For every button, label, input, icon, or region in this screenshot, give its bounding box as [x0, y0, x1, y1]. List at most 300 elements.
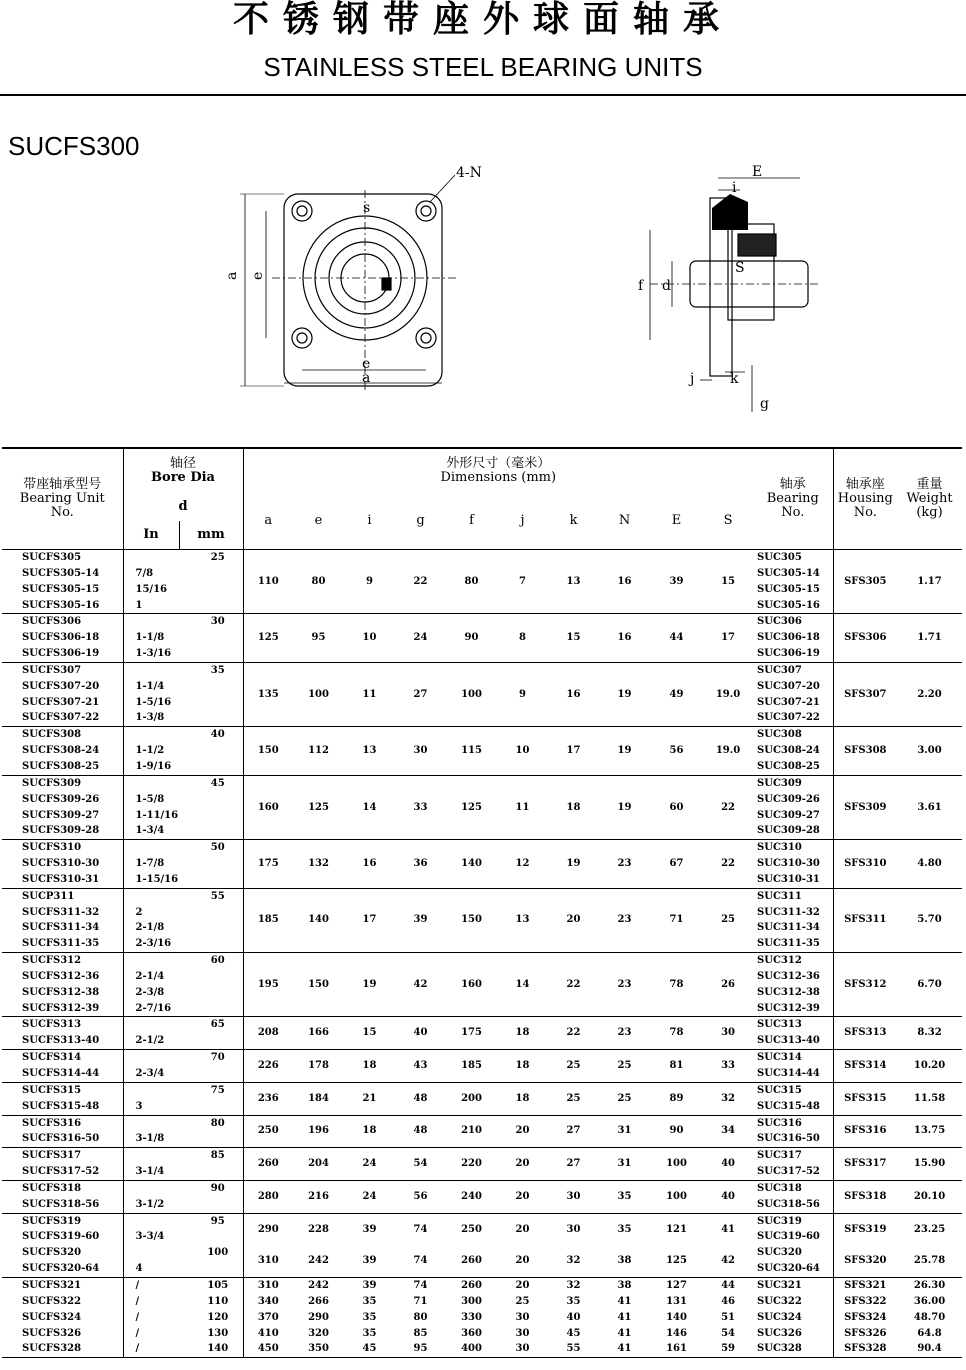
- bolt-hole-tl-inner: [297, 206, 307, 216]
- title-divider: [0, 94, 966, 96]
- cell-dim-i: 39: [362, 1279, 377, 1291]
- cell-dim-E: 140: [666, 1311, 687, 1323]
- cell-dim-k: 32: [566, 1279, 581, 1291]
- cell-bore-in: /: [123, 1277, 179, 1293]
- header-bore-dia: [123, 448, 243, 493]
- bolt-hole-tr-inner: [421, 206, 431, 216]
- cell-dim-f: 100: [461, 688, 482, 700]
- cell-dim-k: 17: [566, 745, 581, 757]
- cell-dim-S: 32: [721, 1092, 735, 1104]
- cell-unit-no: SUCFS309 SUCFS309-26 SUCFS309-27 SUCFS309-28: [22, 777, 100, 837]
- table-body: [2, 550, 962, 1358]
- cell-dim-g: 22: [413, 575, 428, 587]
- cell-dim-i: 10: [362, 632, 377, 644]
- cell-dim-k: 22: [566, 1027, 581, 1039]
- cell-dim-k: 30: [566, 1223, 581, 1235]
- cell-dim-f: 240: [461, 1190, 482, 1202]
- cell-dim-S: 41: [721, 1223, 735, 1235]
- cell-dim-N: 19: [617, 745, 632, 757]
- header-weight-en: Weight: [906, 491, 953, 506]
- cell-dim-e: 132: [308, 858, 329, 870]
- cell-bearing-no: SUC319 SUC319-60: [757, 1215, 820, 1243]
- cell-housing-no: SFS314: [833, 1050, 897, 1083]
- table-row: [2, 1017, 962, 1050]
- cell-dim-g: 36: [413, 858, 428, 870]
- table-row: [2, 1180, 962, 1213]
- header-bearing-unit: [2, 448, 123, 550]
- cell-unit-no: SUCFS320 SUCFS320-64: [22, 1247, 100, 1275]
- cell-dim-e: 216: [308, 1190, 329, 1202]
- cell-dim-g: 74: [413, 1255, 428, 1267]
- cell-dim-S: 30: [721, 1027, 735, 1039]
- cell-dim-a: 185: [243, 888, 293, 952]
- cell-bore-in: 4: [123, 1245, 179, 1277]
- cell-dim-i: 24: [362, 1190, 377, 1202]
- cell-dim-g: 71: [413, 1295, 428, 1307]
- cell-weight: 8.32: [917, 1027, 942, 1039]
- cell-housing-no: SFS309: [833, 775, 897, 839]
- cell-housing-no: SFS324: [833, 1310, 897, 1326]
- cell-dim-j: 30: [515, 1311, 530, 1323]
- table-row: [2, 1277, 962, 1293]
- cell-dim-k: 15: [566, 632, 581, 644]
- cell-dim-j: 20: [515, 1223, 530, 1235]
- cell-dim-e: 204: [308, 1158, 329, 1170]
- cell-bore-in: 2-1/4 2-3/8 2-7/16: [123, 953, 179, 1017]
- header-unit-en: Bearing Unit: [19, 491, 105, 506]
- cell-dim-a: 125: [243, 614, 293, 663]
- header-bearing-cn: 轴承: [779, 477, 806, 492]
- cell-dim-j: 10: [515, 745, 530, 757]
- cell-bore-mm: 25: [210, 552, 225, 563]
- header-col-f: f: [469, 513, 474, 528]
- cell-dim-j: 7: [519, 575, 526, 587]
- cell-dim-j: 20: [515, 1279, 530, 1291]
- cell-dim-j: 30: [515, 1327, 530, 1339]
- cell-dim-N: 41: [617, 1311, 632, 1323]
- cell-weight: 90.4: [917, 1343, 942, 1355]
- header-bearing-en: Bearing: [766, 491, 819, 506]
- cell-dim-g: 74: [413, 1279, 428, 1291]
- cell-unit-no: SUCFS307 SUCFS307-20 SUCFS307-21 SUCFS307-22: [22, 664, 100, 724]
- cell-dim-S: 46: [721, 1295, 735, 1307]
- cell-dim-k: 18: [566, 801, 581, 813]
- cell-dim-N: 16: [617, 575, 632, 587]
- table-row: [2, 1341, 962, 1357]
- cell-housing-no: SFS318: [833, 1180, 897, 1213]
- cell-dim-i: 13: [362, 745, 377, 757]
- cell-dim-j: 11: [515, 801, 530, 813]
- cell-dim-g: 48: [413, 1125, 428, 1137]
- cell-bore-mm: 60: [210, 955, 225, 967]
- cell-dim-j: 14: [515, 978, 530, 990]
- cell-weight: 15.90: [913, 1158, 946, 1170]
- cell-dim-j: 30: [515, 1343, 530, 1355]
- cell-dim-N: 23: [617, 1027, 632, 1039]
- table-row: [2, 840, 962, 889]
- note-leader: [430, 175, 455, 202]
- cell-dim-S: 22: [721, 801, 735, 813]
- cell-dim-f: 140: [461, 858, 482, 870]
- cell-dim-S: 17: [721, 632, 735, 644]
- cell-dim-g: 42: [413, 978, 428, 990]
- cell-bore-in: 3: [123, 1082, 179, 1115]
- cell-dim-f: 210: [461, 1125, 482, 1137]
- cell-weight: 10.20: [913, 1060, 946, 1072]
- cell-bore-in: 2-1/2: [123, 1017, 179, 1050]
- set-screw-collar: [712, 194, 748, 230]
- cell-bore-mm: 130: [207, 1327, 229, 1339]
- cell-dim-N: 25: [617, 1060, 632, 1072]
- cell-dim-k: 45: [566, 1327, 581, 1339]
- cell-dim-g: 80: [413, 1311, 428, 1323]
- cell-bearing-no: SUC324: [757, 1311, 802, 1323]
- cell-dim-i: 14: [362, 801, 377, 813]
- cell-dim-S: 26: [721, 978, 735, 990]
- cell-dim-E: 127: [666, 1279, 687, 1291]
- cell-bore-mm: 30: [210, 616, 225, 628]
- cell-dim-k: 22: [566, 978, 581, 990]
- cell-housing-no: SFS306: [833, 614, 897, 663]
- cell-housing-no: SFS328: [833, 1341, 897, 1357]
- cell-bore-in: 3-1/4: [123, 1148, 179, 1181]
- cell-dim-j: 18: [515, 1027, 530, 1039]
- cell-dim-i: 17: [362, 914, 377, 926]
- header-dimensions: [243, 448, 753, 493]
- header-bore-in: In: [123, 521, 179, 550]
- cell-housing-no: SFS313: [833, 1017, 897, 1050]
- cell-dim-f: 115: [461, 745, 482, 757]
- cell-bearing-no: SUC326: [757, 1327, 802, 1339]
- cell-bearing-no: SUC305 SUC305-14 SUC305-15 SUC305-16: [757, 552, 820, 611]
- cell-bore-in: 3-1/2: [123, 1180, 179, 1213]
- cell-dim-j: 18: [515, 1092, 530, 1104]
- header-col-g: g: [416, 513, 425, 528]
- cell-dim-k: 25: [566, 1092, 581, 1104]
- header-col-a: a: [243, 493, 293, 550]
- cell-dim-e: 266: [308, 1295, 329, 1307]
- cell-dim-N: 38: [617, 1279, 632, 1291]
- cell-unit-no: SUCFS319 SUCFS319-60: [22, 1215, 100, 1243]
- cell-weight: 2.20: [917, 688, 942, 700]
- label-i: i: [732, 180, 737, 196]
- cell-bore-in: 2-3/4: [123, 1050, 179, 1083]
- cell-dim-k: 16: [566, 688, 581, 700]
- cell-bore-mm: 100: [207, 1247, 229, 1259]
- cell-dim-j: 20: [515, 1255, 530, 1267]
- cell-dim-N: 35: [617, 1190, 632, 1202]
- label-a-vert: a: [224, 271, 240, 280]
- bolt-hole-tl: [292, 201, 312, 221]
- cell-bore-in: 7/8 15/16 1: [123, 550, 179, 614]
- cell-dim-E: 90: [669, 1125, 684, 1137]
- cell-dim-a: 160: [243, 775, 293, 839]
- cell-bearing-no: SUC307 SUC307-20 SUC307-21 SUC307-22: [757, 664, 820, 724]
- label-k: k: [730, 371, 739, 387]
- cell-bore-in: /: [123, 1310, 179, 1326]
- cell-weight: 26.30: [913, 1279, 946, 1291]
- cell-housing-no: SFS316: [833, 1115, 897, 1148]
- front-view: [240, 175, 458, 390]
- label-S: S: [735, 260, 745, 276]
- cell-bearing-no: SUC311 SUC311-32 SUC311-34 SUC311-35: [757, 890, 820, 950]
- cell-dim-g: 30: [413, 745, 428, 757]
- header-unit-cn: 带座轴承型号: [23, 477, 102, 492]
- cell-dim-N: 23: [617, 914, 632, 926]
- cell-dim-j: 18: [515, 1060, 530, 1072]
- cell-dim-E: 78: [669, 1027, 684, 1039]
- cell-dim-e: 100: [308, 688, 329, 700]
- label-g: g: [760, 396, 769, 412]
- cell-dim-S: 40: [721, 1190, 735, 1202]
- cell-dim-g: 56: [413, 1190, 428, 1202]
- label-f: f: [638, 278, 644, 294]
- cell-bearing-no: SUC314 SUC314-44: [757, 1052, 820, 1079]
- cell-bore-mm: 140: [207, 1343, 229, 1355]
- cell-dim-a: 290: [243, 1213, 293, 1245]
- cell-dim-j: 20: [515, 1158, 530, 1170]
- cell-housing-no: SFS319: [833, 1213, 897, 1245]
- cell-dim-i: 18: [362, 1060, 377, 1072]
- cell-dim-S: 59: [721, 1343, 735, 1355]
- label-d: d: [662, 278, 671, 294]
- cell-bearing-no: SUC328: [757, 1343, 802, 1355]
- specifications-table: [2, 447, 962, 1358]
- cell-dim-E: 71: [669, 914, 684, 926]
- cell-dim-E: 78: [669, 978, 684, 990]
- cell-dim-i: 9: [366, 575, 373, 587]
- cell-dim-k: 20: [566, 914, 581, 926]
- cell-dim-f: 185: [461, 1060, 482, 1072]
- table-row: [2, 953, 962, 1017]
- cell-dim-i: 39: [362, 1223, 377, 1235]
- cell-dim-i: 15: [362, 1027, 377, 1039]
- cell-bore-in: 1-1/8 1-3/16: [123, 614, 179, 663]
- cell-dim-j: 9: [519, 688, 526, 700]
- cell-dim-E: 89: [669, 1092, 684, 1104]
- cell-dim-S: 15: [721, 575, 735, 587]
- cell-dim-N: 38: [617, 1255, 632, 1267]
- header-col-j: j: [520, 513, 525, 528]
- cell-dim-i: 19: [362, 978, 377, 990]
- cell-weight: 5.70: [917, 914, 942, 926]
- header-weight-cn: 重量: [916, 477, 943, 492]
- cell-weight: 25.78: [913, 1255, 946, 1267]
- cell-dim-e: 140: [308, 914, 329, 926]
- table-row: [2, 888, 962, 952]
- cell-dim-e: 95: [311, 632, 326, 644]
- cell-dim-e: 242: [308, 1255, 329, 1267]
- cell-weight: 13.75: [913, 1125, 946, 1137]
- cell-unit-no: SUCFS312 SUCFS312-36 SUCFS312-38 SUCFS312-39: [22, 955, 100, 1014]
- cell-bore-in: 2 2-1/8 2-3/16: [123, 888, 179, 952]
- cell-dim-N: 31: [617, 1125, 632, 1137]
- cell-unit-no: SUCFS306 SUCFS306-18 SUCFS306-19: [22, 616, 100, 660]
- cell-dim-E: 131: [666, 1295, 687, 1307]
- cell-dim-g: 74: [413, 1223, 428, 1235]
- cell-dim-a: 310: [243, 1245, 293, 1277]
- cell-bore-in: 1-7/8 1-15/16: [123, 840, 179, 889]
- header-unit-no: No.: [50, 505, 74, 520]
- cell-weight: 36.00: [913, 1295, 946, 1307]
- cell-bore-mm: 65: [210, 1019, 225, 1031]
- cell-dim-j: 20: [515, 1125, 530, 1137]
- cell-dim-e: 125: [308, 801, 329, 813]
- table-row: [2, 727, 962, 776]
- cell-dim-e: 150: [308, 978, 329, 990]
- cell-dim-i: 11: [362, 688, 377, 700]
- cell-unit-no: SUCFS326: [22, 1327, 82, 1339]
- cell-unit-no: SUCFS308 SUCFS308-24 SUCFS308-25: [22, 729, 100, 772]
- cell-dim-a: 150: [243, 727, 293, 776]
- header-dim-cn: 外形尺寸（毫米）: [446, 456, 551, 471]
- cell-bore-in: /: [123, 1341, 179, 1357]
- bolt-hole-br: [416, 328, 436, 348]
- bearing-inner: [738, 234, 776, 256]
- table-row: [2, 1115, 962, 1148]
- page-title-cn: 不锈钢带座外球面轴承: [232, 0, 733, 40]
- cell-dim-e: 80: [311, 575, 326, 587]
- cell-dim-g: 27: [413, 688, 428, 700]
- cell-dim-f: 90: [464, 632, 479, 644]
- cell-bore-mm: 80: [210, 1117, 225, 1129]
- table-header: [2, 448, 962, 550]
- cell-bearing-no: SUC310 SUC310-30 SUC310-31: [757, 842, 820, 885]
- cell-dim-f: 125: [461, 801, 482, 813]
- cell-dim-e: 196: [308, 1125, 329, 1137]
- cell-bore-mm: 70: [210, 1052, 225, 1064]
- cell-bore-mm: 90: [210, 1182, 225, 1194]
- cell-bore-in: 3-1/8: [123, 1115, 179, 1148]
- cell-bore-mm: 105: [207, 1279, 229, 1291]
- cell-dim-f: 150: [461, 914, 482, 926]
- cell-housing-no: SFS317: [833, 1148, 897, 1181]
- cell-dim-e: 178: [308, 1060, 329, 1072]
- label-E: E: [752, 164, 763, 180]
- cell-dim-i: 35: [362, 1327, 377, 1339]
- cell-dim-j: 25: [515, 1295, 530, 1307]
- header-col-k: k: [569, 513, 578, 528]
- cell-dim-f: 360: [461, 1327, 482, 1339]
- cell-dim-j: 13: [515, 914, 530, 926]
- cell-bore-mm: 85: [210, 1150, 225, 1162]
- cell-bearing-no: SUC322: [757, 1295, 802, 1307]
- header-bore-en: Bore Dia: [151, 470, 215, 485]
- cell-bore-mm: 95: [210, 1215, 225, 1227]
- cell-dim-k: 40: [566, 1311, 581, 1323]
- table-row: [2, 550, 962, 614]
- cell-dim-E: 67: [669, 858, 684, 870]
- cell-dim-S: 34: [721, 1125, 735, 1137]
- header-housing-en: Housing: [837, 491, 893, 506]
- cell-weight: 11.58: [913, 1092, 946, 1104]
- bolt-hole-bl-inner: [297, 333, 307, 343]
- cell-dim-g: 85: [413, 1327, 428, 1339]
- cell-dim-f: 175: [461, 1027, 482, 1039]
- cell-dim-S: 33: [721, 1060, 735, 1072]
- cell-bearing-no: SUC317 SUC317-52: [757, 1150, 820, 1178]
- cell-dim-i: 45: [362, 1343, 377, 1355]
- cell-dim-S: 19.0: [715, 745, 741, 757]
- cell-dim-N: 19: [617, 801, 632, 813]
- cell-bearing-no: SUC320 SUC320-64: [757, 1247, 820, 1275]
- cell-dim-a: 195: [243, 953, 293, 1017]
- header-col-N: N: [618, 513, 631, 528]
- cell-weight: 3.00: [917, 745, 942, 757]
- cell-dim-f: 260: [461, 1279, 482, 1291]
- cell-dim-i: 16: [362, 858, 377, 870]
- cell-unit-no: SUCFS321: [22, 1279, 82, 1291]
- cell-unit-no: SUCFS313 SUCFS313-40: [22, 1019, 100, 1047]
- cell-bearing-no: SUC309 SUC309-26 SUC309-27 SUC309-28: [757, 777, 820, 837]
- cell-dim-E: 146: [666, 1327, 687, 1339]
- cell-unit-no: SUCFS314 SUCFS314-44: [22, 1052, 100, 1079]
- header-weight: [897, 448, 962, 550]
- table-row: [2, 1213, 962, 1245]
- cell-dim-N: 23: [617, 978, 632, 990]
- cell-bearing-no: SUC321: [757, 1279, 802, 1291]
- cell-dim-g: 54: [413, 1158, 428, 1170]
- cell-dim-E: 56: [669, 745, 684, 757]
- cell-bore-mm: 75: [210, 1084, 225, 1096]
- header-housing-no-label: No.: [853, 505, 877, 520]
- cell-dim-e: 184: [308, 1092, 329, 1104]
- cell-weight: 20.10: [913, 1190, 946, 1202]
- cell-dim-f: 80: [464, 575, 479, 587]
- cell-dim-f: 160: [461, 978, 482, 990]
- cell-dim-N: 35: [617, 1223, 632, 1235]
- cell-dim-a: 175: [243, 840, 293, 889]
- cell-dim-g: 33: [413, 801, 428, 813]
- cell-unit-no: SUCFS305 SUCFS305-14 SUCFS305-15 SUCFS305-16: [22, 552, 100, 611]
- cell-dim-k: 27: [566, 1125, 581, 1137]
- cell-dim-E: 39: [669, 575, 684, 587]
- cell-dim-i: 24: [362, 1158, 377, 1170]
- cell-dim-k: 35: [566, 1295, 581, 1307]
- cell-dim-e: 290: [308, 1311, 329, 1323]
- cell-dim-N: 31: [617, 1158, 632, 1170]
- cell-bore-mm: 120: [207, 1311, 229, 1323]
- cell-dim-S: 51: [721, 1311, 735, 1323]
- cell-dim-a: 250: [243, 1115, 293, 1148]
- label-j: j: [690, 371, 695, 387]
- cell-dim-g: 43: [413, 1060, 428, 1072]
- cell-dim-N: 41: [617, 1343, 632, 1355]
- cell-dim-a: 410: [243, 1326, 293, 1342]
- cell-dim-k: 27: [566, 1158, 581, 1170]
- cell-weight: 1.71: [917, 632, 942, 644]
- page-title-en: STAINLESS STEEL BEARING UNITS: [263, 52, 703, 82]
- cell-dim-a: 450: [243, 1341, 293, 1357]
- cell-dim-i: 39: [362, 1255, 377, 1267]
- cell-dim-E: 81: [669, 1060, 684, 1072]
- bolt-hole-bl: [292, 328, 312, 348]
- cell-dim-a: 260: [243, 1148, 293, 1181]
- label-s-front: s: [363, 200, 371, 216]
- header-col-S: S: [723, 513, 733, 528]
- cell-dim-j: 20: [515, 1190, 530, 1202]
- cell-bearing-no: SUC318 SUC318-56: [757, 1182, 820, 1210]
- bolt-hole-br-inner: [421, 333, 431, 343]
- cell-dim-k: 30: [566, 1190, 581, 1202]
- cell-weight: 6.70: [917, 978, 942, 990]
- cell-dim-E: 44: [669, 632, 684, 644]
- cell-unit-no: SUCP311 SUCFS311-32 SUCFS311-34 SUCFS311-35: [22, 890, 100, 950]
- cell-housing-no: SFS326: [833, 1326, 897, 1342]
- header-dim-en: Dimensions (mm): [440, 470, 557, 485]
- cell-unit-no: SUCFS328: [22, 1343, 82, 1355]
- cell-dim-a: 135: [243, 662, 293, 726]
